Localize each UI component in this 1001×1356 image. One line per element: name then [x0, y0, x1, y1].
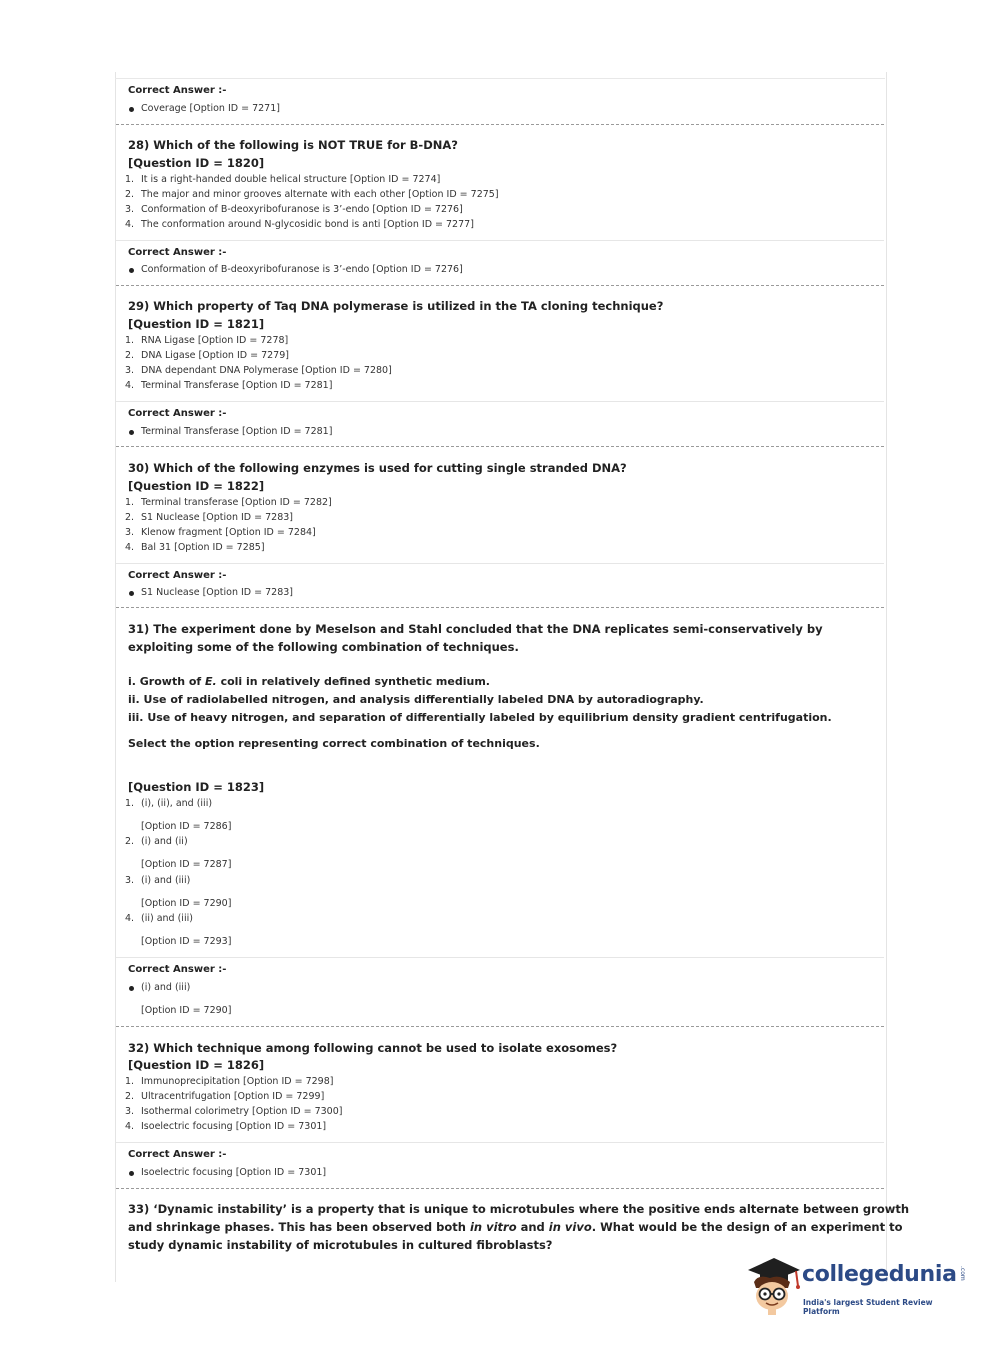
q32-opt-num: 1. — [125, 1076, 135, 1087]
q28-qid: [Question ID = 1820] — [128, 156, 265, 170]
q30-answer: S1 Nuclease [Option ID = 7283] — [141, 587, 293, 598]
q29-option: DNA dependant DNA Polymerase [Option ID = 7280] — [141, 365, 392, 376]
q29-opt-num: 2. — [125, 350, 135, 361]
q28-option: It is a right-handed double helical structure [Option ID = 7274] — [141, 174, 441, 185]
separator — [116, 1026, 884, 1027]
q31-answer: (i) and (iii) — [141, 982, 191, 993]
q29-opt-num: 3. — [125, 365, 135, 376]
q30-answer-label: Correct Answer :- — [128, 570, 227, 581]
q30-option: Terminal transferase [Option ID = 7282] — [141, 497, 332, 508]
separator — [116, 285, 884, 286]
q31-option: (ii) and (iii) — [141, 913, 193, 924]
q31-select: Select the option representing correct combination of techniques. — [128, 737, 540, 750]
q31-opt-num: 3. — [125, 875, 135, 886]
bullet-icon — [129, 268, 134, 273]
q28-option: Conformation of B-deoxyribofuranose is 3’-endo [Option ID = 7276] — [141, 204, 463, 215]
separator — [116, 607, 884, 608]
q32-opt-num: 2. — [125, 1091, 135, 1102]
q30-opt-num: 2. — [125, 512, 135, 523]
q31-answer-id: [Option ID = 7290] — [141, 1005, 232, 1016]
q32-answer: Isoelectric focusing [Option ID = 7301] — [141, 1167, 327, 1178]
divider — [116, 957, 884, 958]
q32-option: Ultracentrifugation [Option ID = 7299] — [141, 1091, 325, 1102]
q33-line-3: study dynamic instability of microtubules in cultured fibroblasts? — [128, 1238, 553, 1252]
separator — [116, 1188, 884, 1189]
q29-option: Terminal Transferase [Option ID = 7281] — [141, 380, 333, 391]
q32-option: Isothermal colorimetry [Option ID = 7300] — [141, 1106, 343, 1117]
separator — [116, 124, 884, 125]
q28-option: The major and minor grooves alternate with each other [Option ID = 7275] — [141, 189, 499, 200]
separator — [116, 446, 884, 447]
mascot-icon — [740, 1252, 804, 1318]
divider — [116, 1142, 884, 1143]
q31-qid: [Question ID = 1823] — [128, 780, 265, 794]
q28-opt-num: 2. — [125, 189, 135, 200]
q29-answer: Terminal Transferase [Option ID = 7281] — [141, 426, 333, 437]
q31-option-id: [Option ID = 7293] — [141, 936, 232, 947]
q27-answer: Coverage [Option ID = 7271] — [141, 103, 280, 114]
q32-option: Isoelectric focusing [Option ID = 7301] — [141, 1121, 327, 1132]
q28-opt-num: 4. — [125, 219, 135, 230]
q31-option-id: [Option ID = 7287] — [141, 859, 232, 870]
logo-com: .com — [959, 1266, 966, 1281]
bullet-icon — [129, 986, 134, 991]
q31-item-iii: iii. Use of heavy nitrogen, and separation of differentially labeled by equilibrium density gradient centrifugation. — [128, 711, 832, 724]
logo-tagline: India's largest Student Review Platform — [803, 1298, 933, 1316]
q31-opt-num: 2. — [125, 836, 135, 847]
q30-opt-num: 1. — [125, 497, 135, 508]
q29-opt-num: 1. — [125, 335, 135, 346]
q32-answer-label: Correct Answer :- — [128, 1149, 227, 1160]
q28-option: The conformation around N-glycosidic bond is anti [Option ID = 7277] — [141, 219, 474, 230]
q30-opt-num: 3. — [125, 527, 135, 538]
q30-option: S1 Nuclease [Option ID = 7283] — [141, 512, 293, 523]
q31-option: (i) and (iii) — [141, 875, 191, 886]
q29-option: DNA Ligase [Option ID = 7279] — [141, 350, 289, 361]
top-rule — [115, 78, 885, 79]
q28-opt-num: 1. — [125, 174, 135, 185]
q29-answer-label: Correct Answer :- — [128, 408, 227, 419]
q31-option-id: [Option ID = 7286] — [141, 821, 232, 832]
q28-answer-label: Correct Answer :- — [128, 247, 227, 258]
q31-question: 31) The experiment done by Meselson and Stahl concluded that the DNA replicates semi-conservatively by exploiting some of the following combination of techniques. — [128, 622, 823, 654]
q31-option: (i) and (ii) — [141, 836, 188, 847]
q31-opt-num: 4. — [125, 913, 135, 924]
q32-opt-num: 3. — [125, 1106, 135, 1117]
q31-item-i: i. Growth of E. coli in relatively defined synthetic medium. — [128, 675, 490, 688]
logo-wordmark: collegedunia — [802, 1262, 957, 1287]
q31-item-ii: ii. Use of radiolabelled nitrogen, and analysis differentially labeled DNA by autoradiography. — [128, 693, 704, 706]
q31-opt-num: 1. — [125, 798, 135, 809]
q29-qid: [Question ID = 1821] — [128, 317, 265, 331]
bullet-icon — [129, 591, 134, 596]
q32-opt-num: 4. — [125, 1121, 135, 1132]
q30-question: 30) Which of the following enzymes is used for cutting single stranded DNA? — [128, 461, 627, 475]
q30-opt-num: 4. — [125, 542, 135, 553]
q28-question: 28) Which of the following is NOT TRUE for B-DNA? — [128, 138, 458, 152]
q32-qid: [Question ID = 1826] — [128, 1058, 265, 1072]
q33-line-2: and shrinkage phases. This has been observed both in vitro and in vivo. What would be the design of an experiment to — [128, 1220, 903, 1234]
bullet-icon — [129, 1171, 134, 1176]
q33-line-1: 33) ‘Dynamic instability’ is a property that is unique to microtubules where the positive ends alternate between growth — [128, 1202, 910, 1216]
q31-option-id: [Option ID = 7290] — [141, 898, 232, 909]
q28-opt-num: 3. — [125, 204, 135, 215]
q30-qid: [Question ID = 1822] — [128, 479, 265, 493]
bullet-icon — [129, 107, 134, 112]
collegedunia-logo[interactable] — [740, 1252, 970, 1322]
q32-question: 32) Which technique among following cannot be used to isolate exosomes? — [128, 1041, 618, 1055]
q29-question: 29) Which property of Taq DNA polymerase is utilized in the TA cloning technique? — [128, 299, 664, 313]
q29-opt-num: 4. — [125, 380, 135, 391]
divider — [116, 240, 884, 241]
q31-answer-label: Correct Answer :- — [128, 964, 227, 975]
q31-option: (i), (ii), and (iii) — [141, 798, 213, 809]
q27-answer-label: Correct Answer :- — [128, 85, 227, 96]
q29-option: RNA Ligase [Option ID = 7278] — [141, 335, 289, 346]
divider — [116, 563, 884, 564]
bullet-icon — [129, 430, 134, 435]
q30-option: Bal 31 [Option ID = 7285] — [141, 542, 265, 553]
divider — [116, 401, 884, 402]
q32-option: Immunoprecipitation [Option ID = 7298] — [141, 1076, 334, 1087]
q30-option: Klenow fragment [Option ID = 7284] — [141, 527, 316, 538]
q28-answer: Conformation of B-deoxyribofuranose is 3’-endo [Option ID = 7276] — [141, 264, 463, 275]
